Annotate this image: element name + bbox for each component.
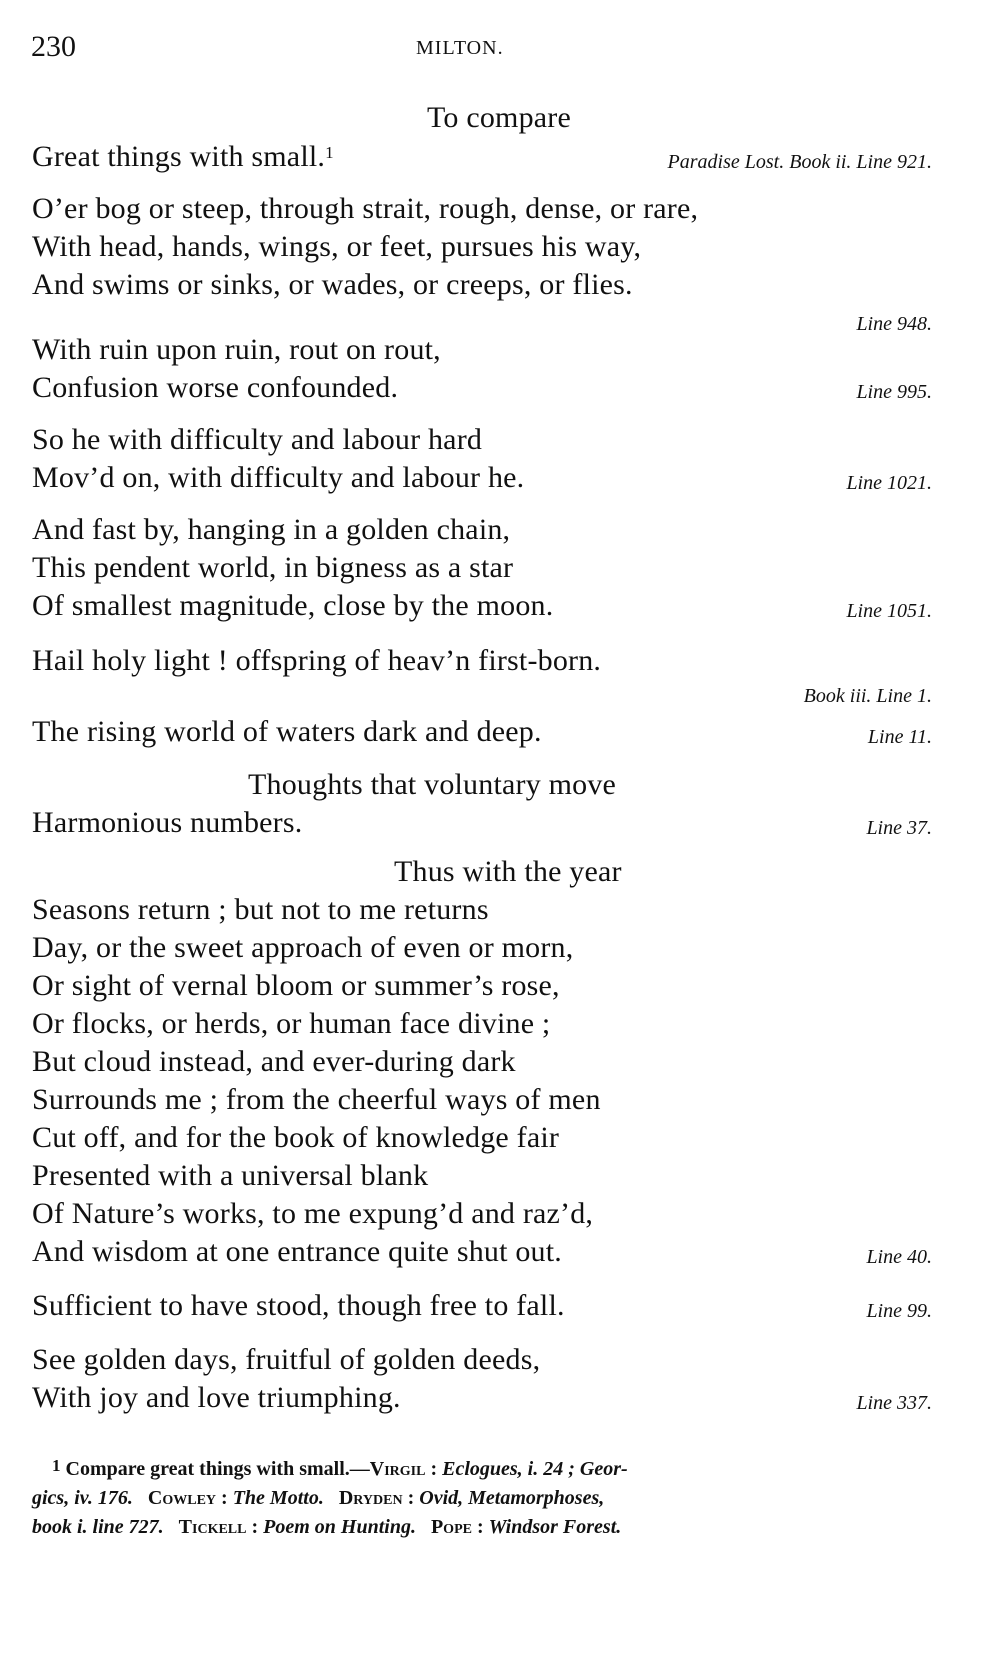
verse-line bbox=[32, 140, 334, 174]
footnote-line bbox=[32, 1513, 621, 1542]
page-number: 230 bbox=[31, 30, 76, 63]
author-name: Pope bbox=[430, 1516, 472, 1538]
verse-line: Day, or the sweet approach of even or morn, bbox=[32, 931, 574, 964]
work-title: The Motto. bbox=[232, 1487, 324, 1509]
work-title: book i. line 727. bbox=[32, 1516, 164, 1538]
running-head: MILTON. bbox=[416, 37, 504, 59]
verse-line: Surrounds me ; from the cheerful ways of men bbox=[32, 1083, 601, 1116]
author-name: Virgil bbox=[369, 1458, 426, 1480]
verse-line: Of Nature’s works, to me expung’d and raz’d, bbox=[32, 1197, 594, 1230]
verse-line: And fast by, hanging in a golden chain, bbox=[32, 513, 511, 546]
verse-line: Seasons return ; but not to me returns bbox=[32, 893, 489, 926]
citation: Paradise Lost. Book ii. Line 921. bbox=[667, 151, 932, 173]
separator: : bbox=[246, 1516, 264, 1538]
footnote-line bbox=[32, 1484, 604, 1513]
verse-line: Thoughts that voluntary move bbox=[248, 768, 617, 801]
verse-line: And swims or sinks, or wades, or creeps, or flies. bbox=[32, 268, 633, 301]
verse-line: Or flocks, or herds, or human face divine ; bbox=[32, 1007, 551, 1040]
verse-line: Hail holy light ! offspring of heav’n first-born. bbox=[32, 644, 602, 677]
citation: Line 1021. bbox=[846, 472, 932, 494]
work-title: Ovid, Metamorphoses, bbox=[419, 1487, 605, 1509]
verse-line: So he with difficulty and labour hard bbox=[32, 423, 483, 456]
citation: Line 337. bbox=[856, 1392, 932, 1414]
verse-text: Great things with small. bbox=[32, 140, 326, 173]
separator: : bbox=[471, 1516, 489, 1538]
verse-line: Or sight of vernal bloom or summer’s rose, bbox=[32, 969, 560, 1002]
verse-line: With joy and love triumphing. bbox=[32, 1381, 401, 1414]
footnote-text: Compare great things with small.— bbox=[65, 1458, 370, 1480]
verse-line: Mov’d on, with difficulty and labour he. bbox=[32, 461, 525, 494]
citation: Line 37. bbox=[866, 817, 932, 839]
citation: Line 948. bbox=[856, 313, 932, 335]
separator: : bbox=[402, 1487, 420, 1509]
author-name: Dryden bbox=[338, 1487, 403, 1509]
separator: : bbox=[425, 1458, 443, 1480]
citation: Line 99. bbox=[866, 1300, 932, 1322]
work-title: Eclogues, i. 24 ; Geor- bbox=[442, 1458, 628, 1480]
verse-line: And wisdom at one entrance quite shut out. bbox=[32, 1235, 562, 1268]
citation: Line 40. bbox=[866, 1246, 932, 1268]
footnote-number: 1 bbox=[52, 1456, 61, 1475]
footnote-line bbox=[52, 1455, 628, 1484]
verse-line: With head, hands, wings, or feet, pursues his way, bbox=[32, 230, 642, 263]
work-title: Windsor Forest. bbox=[488, 1516, 622, 1538]
citation: Line 11. bbox=[867, 726, 932, 748]
verse-line: Of smallest magnitude, close by the moon. bbox=[32, 589, 554, 622]
verse-line: Cut off, and for the book of knowledge fair bbox=[32, 1121, 560, 1154]
footnote-marker: 1 bbox=[325, 143, 334, 162]
author-name: Cowley bbox=[147, 1487, 217, 1509]
verse-line: Thus with the year bbox=[394, 855, 622, 888]
verse-line: See golden days, fruitful of golden deeds, bbox=[32, 1343, 541, 1376]
verse-line: Confusion worse confounded. bbox=[32, 371, 399, 404]
verse-line: But cloud instead, and ever-during dark bbox=[32, 1045, 516, 1078]
verse-line: To compare bbox=[427, 101, 572, 134]
verse-line: The rising world of waters dark and deep. bbox=[32, 715, 542, 748]
author-name: Tickell bbox=[178, 1516, 247, 1538]
verse-line: O’er bog or steep, through strait, rough, dense, or rare, bbox=[32, 192, 699, 225]
citation: Line 1051. bbox=[846, 600, 932, 622]
verse-line: Sufficient to have stood, though free to fall. bbox=[32, 1289, 565, 1322]
verse-line: With ruin upon ruin, rout on rout, bbox=[32, 333, 441, 366]
citation: Line 995. bbox=[856, 381, 932, 403]
verse-line: Presented with a universal blank bbox=[32, 1159, 429, 1192]
verse-line: Harmonious numbers. bbox=[32, 806, 303, 839]
work-title: Poem on Hunting. bbox=[263, 1516, 416, 1538]
verse-line: This pendent world, in bigness as a star bbox=[32, 551, 514, 584]
work-title: gics, iv. 176. bbox=[32, 1487, 133, 1509]
separator: : bbox=[216, 1487, 233, 1509]
citation: Book iii. Line 1. bbox=[803, 685, 932, 707]
